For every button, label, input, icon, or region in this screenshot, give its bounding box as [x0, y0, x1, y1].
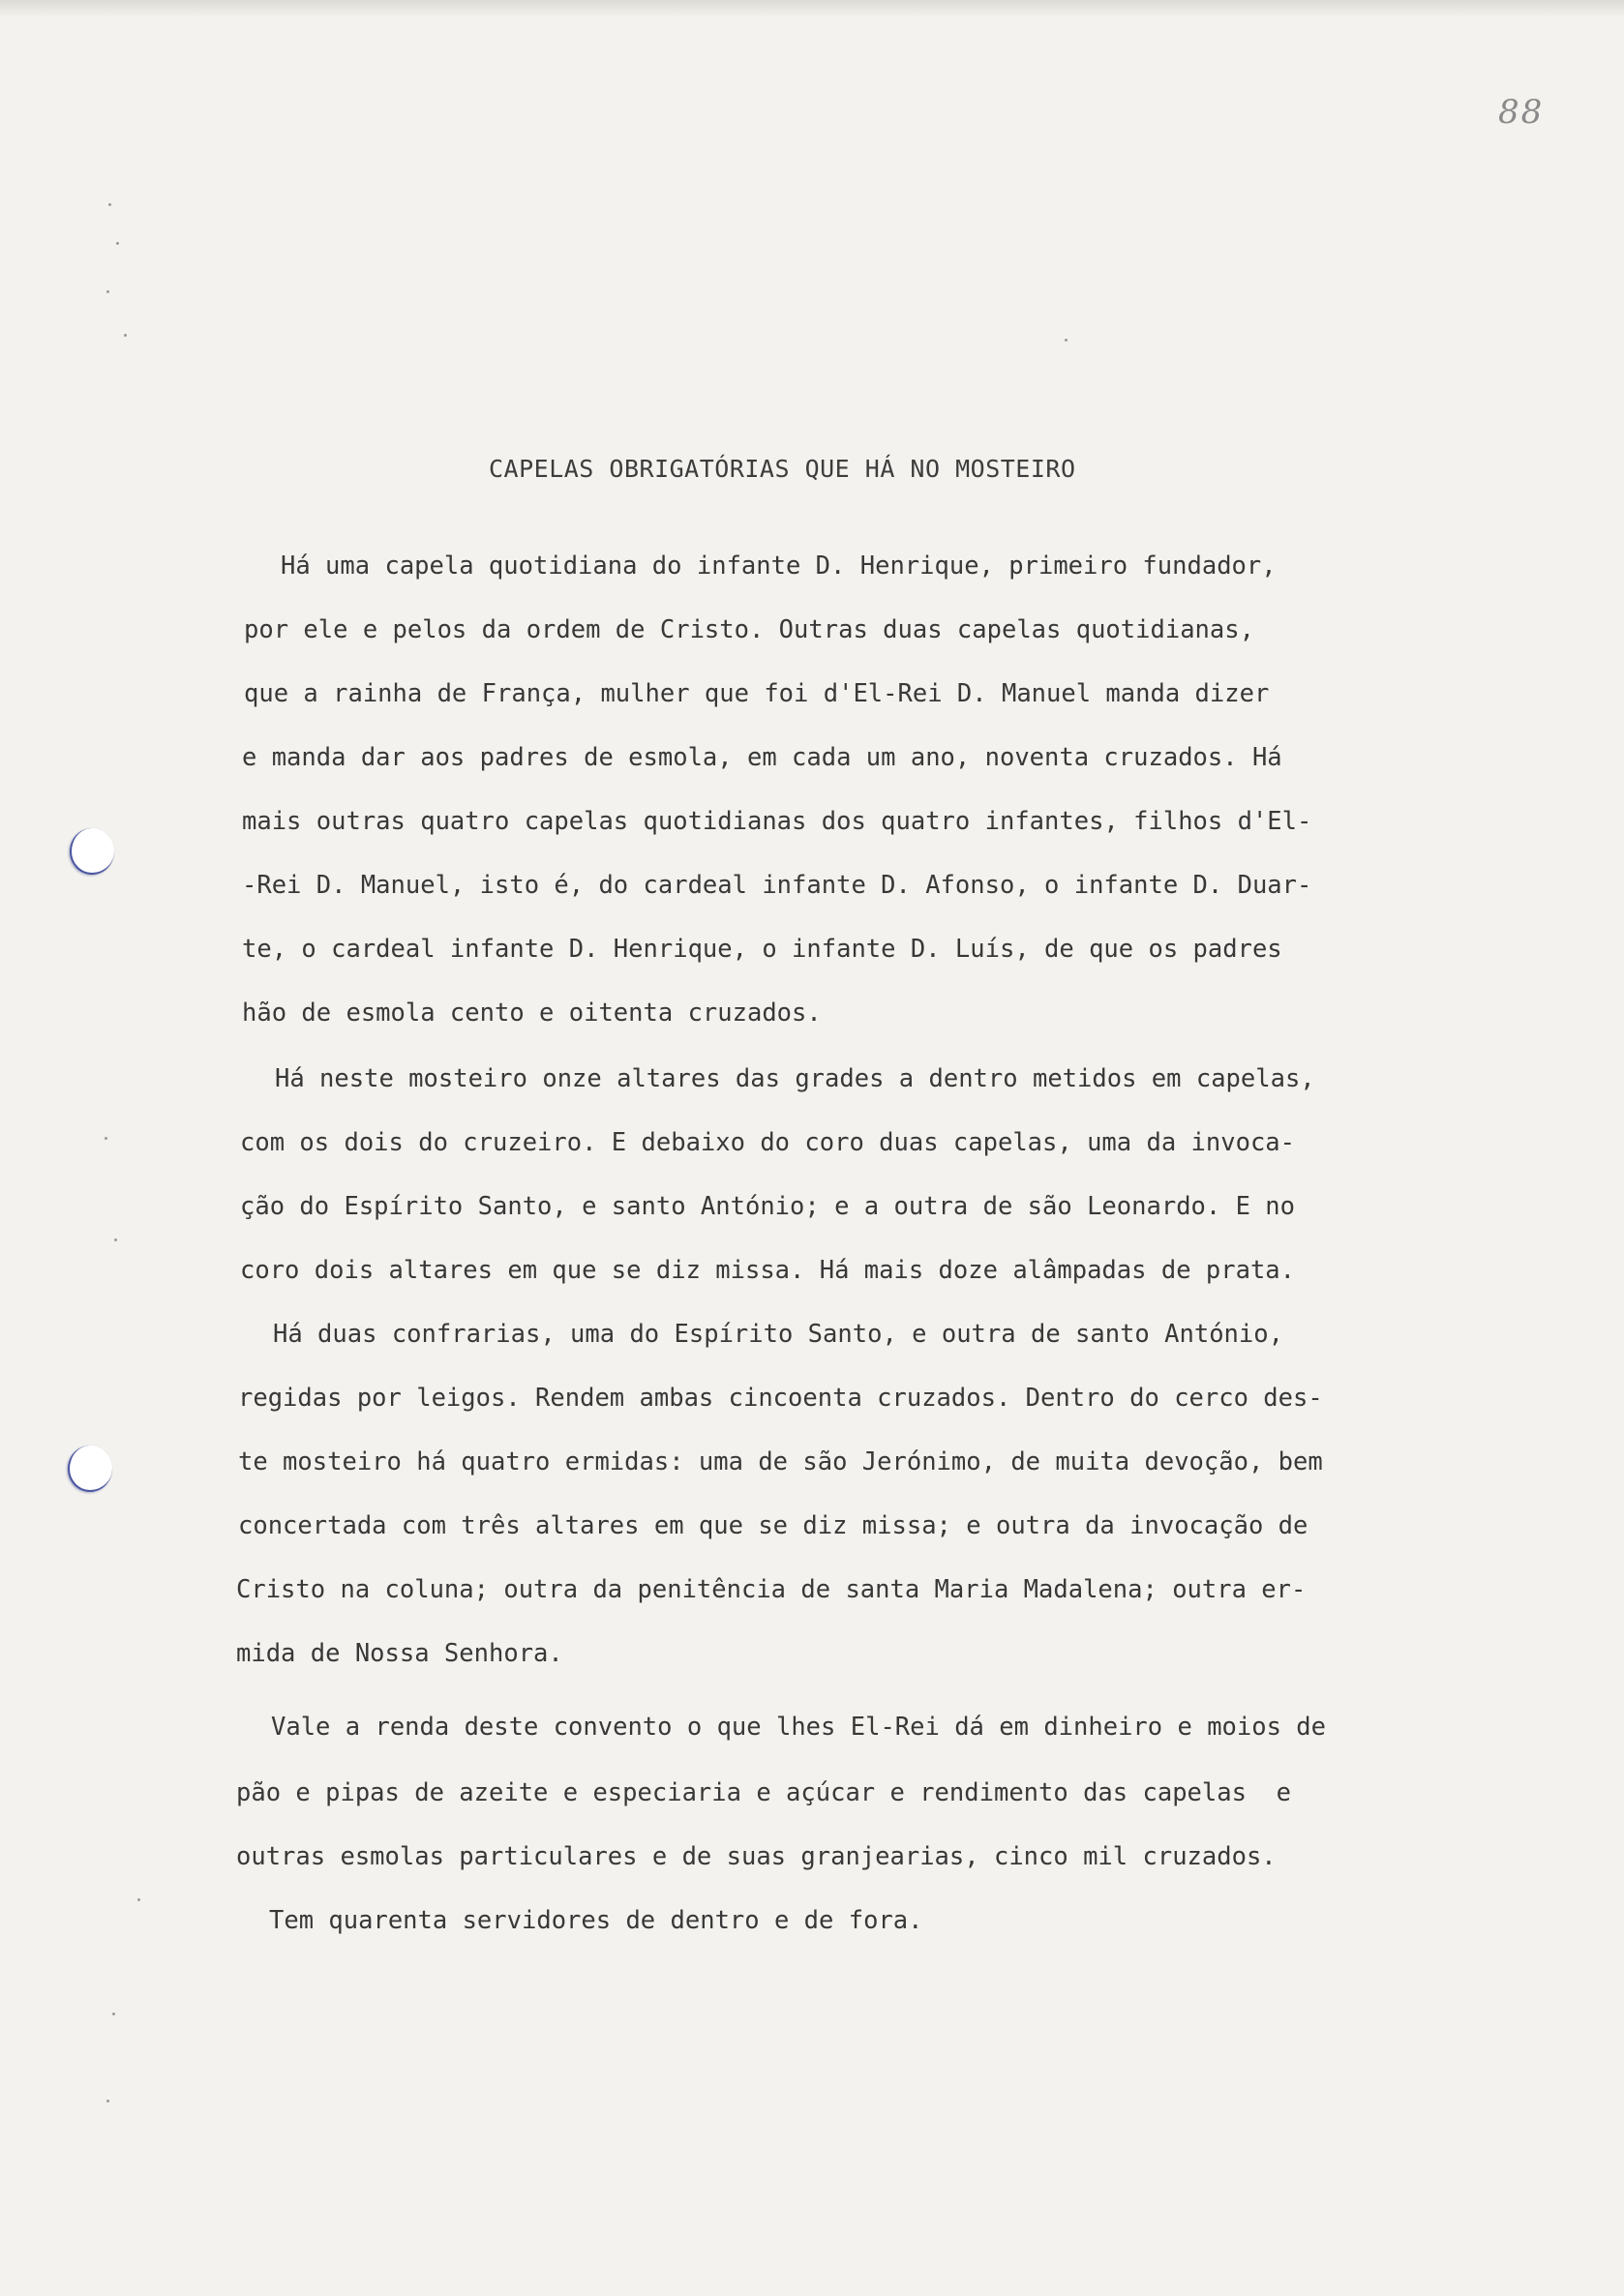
text-line: regidas por leigos. Rendem ambas cincoenta cruzados. Dentro do cerco des-	[238, 1384, 1323, 1413]
text-line: Vale a renda deste convento o que lhes El-Rei dá em dinheiro e moios de	[271, 1713, 1327, 1742]
text-line: Tem quarenta servidores de dentro e de fora.	[269, 1906, 923, 1935]
text-line: mida de Nossa Senhora.	[236, 1639, 563, 1668]
text-line: hão de esmola cento e oitenta cruzados.	[242, 999, 822, 1028]
text-line: concertada com três altares em que se diz missa; e outra da invocação de	[238, 1511, 1308, 1540]
text-line: outras esmolas particulares e de suas granjearias, cinco mil cruzados.	[236, 1842, 1277, 1871]
text-line: Há uma capela quotidiana do infante D. Henrique, primeiro fundador,	[281, 552, 1277, 581]
text-line: Há duas confrarias, uma do Espírito Santo, e outra de santo António,	[273, 1320, 1283, 1349]
text-line: que a rainha de França, mulher que foi d'El-Rei D. Manuel manda dizer	[244, 679, 1270, 708]
text-line: por ele e pelos da ordem de Cristo. Outras duas capelas quotidianas,	[244, 615, 1254, 644]
text-line: pão e pipas de azeite e especiaria e açúcar e rendimento das capelas e	[236, 1778, 1292, 1807]
text-line: te mosteiro há quatro ermidas: uma de são Jerónimo, de muita devoção, bem	[238, 1447, 1323, 1476]
text-line: -Rei D. Manuel, isto é, do cardeal infante D. Afonso, o infante D. Duar-	[242, 871, 1312, 900]
text-line: coro dois altares em que se diz missa. Há mais doze alâmpadas de prata.	[240, 1256, 1296, 1285]
text-line: Cristo na coluna; outra da penitência de santa Maria Madalena; outra er-	[236, 1575, 1307, 1604]
text-line: Há neste mosteiro onze altares das grades a dentro metidos em capelas,	[275, 1064, 1315, 1093]
text-line: com os dois do cruzeiro. E debaixo do coro duas capelas, uma da invoca-	[240, 1128, 1296, 1157]
text-line: e manda dar aos padres de esmola, em cada um ano, noventa cruzados. Há	[242, 743, 1282, 772]
text-line: mais outras quatro capelas quotidianas dos quatro infantes, filhos d'El-	[242, 807, 1312, 836]
text-line: te, o cardeal infante D. Henrique, o infante D. Luís, de que os padres	[242, 935, 1282, 964]
page-title: CAPELAS OBRIGATÓRIAS QUE HÁ NO MOSTEIRO	[489, 455, 1076, 483]
page-number: 88	[1498, 93, 1545, 132]
text-line: ção do Espírito Santo, e santo António; e a outra de são Leonardo. E no	[240, 1192, 1296, 1221]
